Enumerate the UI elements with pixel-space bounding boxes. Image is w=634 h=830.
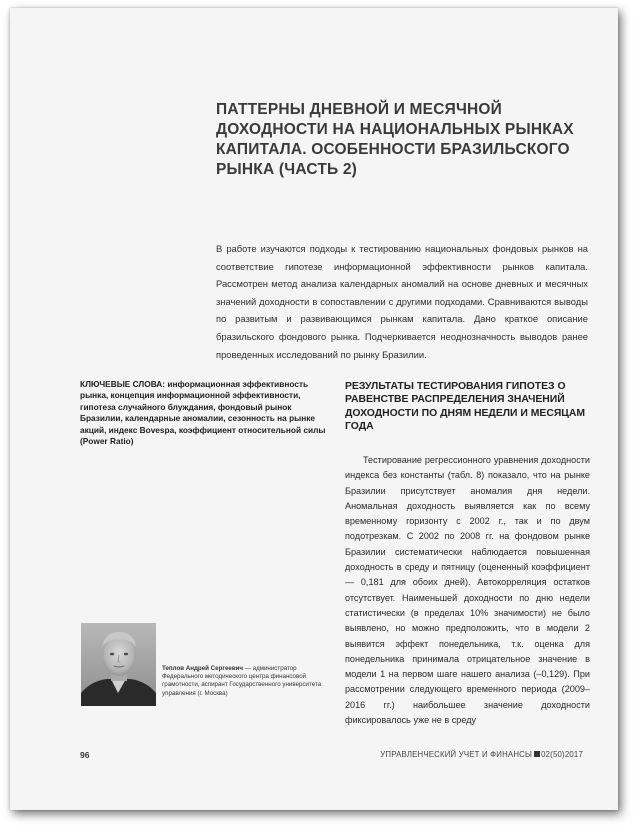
author-info [162, 665, 332, 698]
journal-footer [380, 750, 583, 759]
square-bullet-icon [534, 751, 540, 757]
keywords-text: информационная эффективность рынка, концепция информационной эффективности, гипотеза случайного блуждания, фондовый рынок Бразилии, календарные аномалии, сезонность на рынке акций, индекс Bovespa, коэффициент относительной силы (Power Ratio) [80, 379, 326, 447]
article-abstract: В работе изучаются подходы к тестированию национальных фондовых рынков на соответствие гипотезе информационной эффективности рынков капитала. Рассмотрен метод анализа календарных аномалий на основе дневных и месячных значений доходности в сопоставлении с другими подходами. Сравниваются выводы по развитым и развивающимся рынкам капитала. Дано краткое описание бразильского фондового рынка. Подчеркивается неоднозначность выводов ранее проведенных исследований по рынку Бразилии. [216, 243, 588, 360]
author-bio: — администратор Федерального методического центра финансовой грамотности, аспирант Государственного университета управления (г. Москва) [162, 665, 322, 697]
journal-name: УПРАВЛЕНЧЕСКИЙ УЧЕТ И ФИНАНСЫ [380, 750, 533, 759]
page-sheet [10, 8, 618, 810]
author-portrait-image [81, 623, 156, 706]
section-heading: РЕЗУЛЬТАТЫ ТЕСТИРОВАНИЯ ГИПОТЕЗ О РАВЕНСТВЕ РАСПРЕДЕЛЕНИЯ ЗНАЧЕНИЙ ДОХОДНОСТИ ПО ДНЯМ НЕДЕЛИ И МЕСЯЦАМ ГОДА [345, 381, 586, 433]
author-photo [81, 623, 156, 706]
article-title: ПАТТЕРНЫ ДНЕВНОЙ И МЕСЯЧНОЙ ДОХОДНОСТИ НА НАЦИОНАЛЬНЫХ РЫНКАХ КАПИТАЛА. ОСОБЕННОСТИ БРАЗИЛЬСКОГО РЫНКА (ЧАСТЬ 2) [216, 101, 574, 178]
journal-issue: 02(50)2017 [541, 750, 583, 759]
section-body: Тестирование регрессионного уравнения доходности индекса без константы (табл. 8) показало, что на рынке Бразилии присутствует аномалия дня недели. Аномальная доходность выявляется как по всему временному горизонту с 2002 г., так и по двум подотрезкам. С 2002 по 2008 гг. на фондовом рынке Бразилии систематически наблюдается повышенная доходность в среду и пятницу (оцененный коэффициент — 0,181 для обоих дней). Автокорреляция остатков отсутствует. Наименьшей доходности по дню недели статистически (в пределах 10% значимости) не было выявлено, но можно предположить, что в модели 2 выявится эффект понедельника, т.к. оценка для понедельника принимала отрицательное значение в модели 1 на первом шаге нашего анализа (–0,129). При рассмотрении следующего временного периода (2009–2016 гг.) наибольшее значение доходности фиксировалось уже не в среду [345, 455, 590, 726]
keywords-label: КЛЮЧЕВЫЕ СЛОВА: [80, 379, 166, 389]
author-name: Теплов Андрей Сергеевич [162, 665, 244, 672]
page-number: 96 [80, 750, 90, 760]
keywords-block [80, 379, 326, 447]
